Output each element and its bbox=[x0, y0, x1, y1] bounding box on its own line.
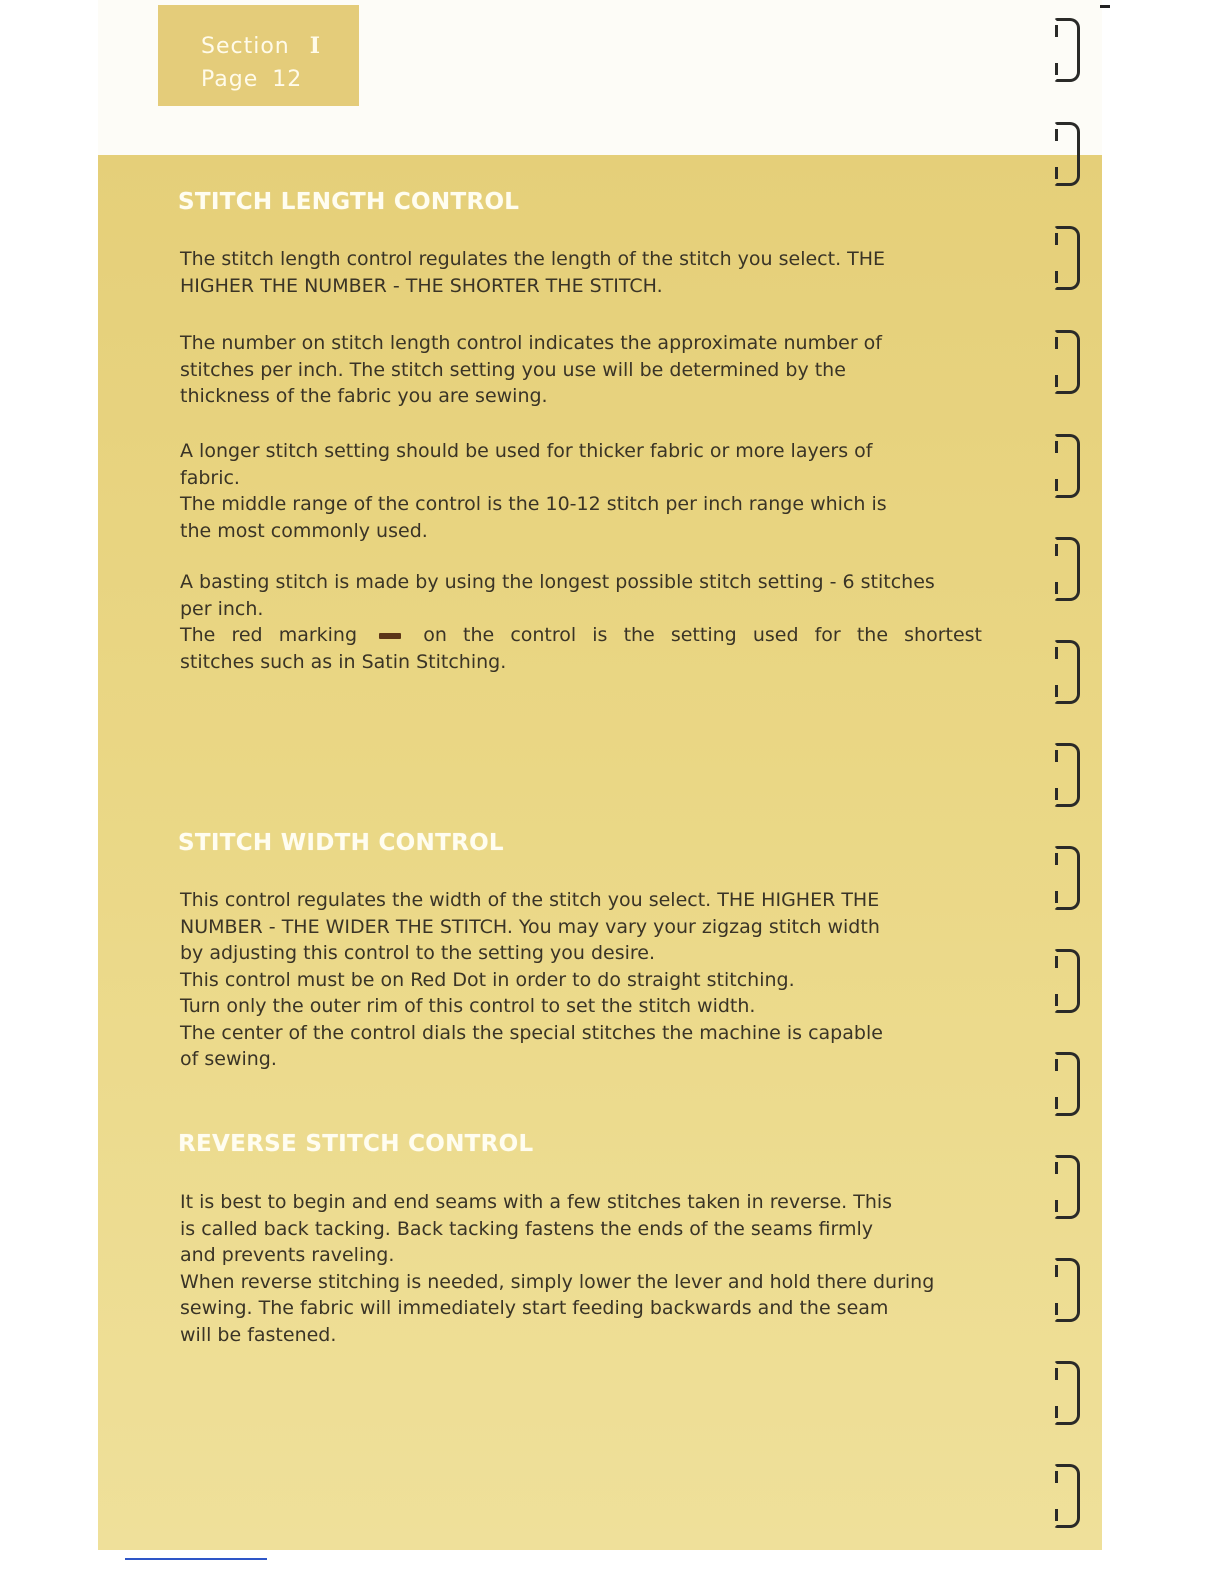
text-line: will be fastened. bbox=[180, 1323, 337, 1346]
red-marking-after: on the control is the setting used for the shortest bbox=[423, 624, 982, 646]
paragraph bbox=[180, 569, 982, 675]
text-line: thickness of the fabric you are sewing. bbox=[180, 385, 548, 407]
paragraph bbox=[180, 438, 982, 544]
text-line: per inch. bbox=[180, 597, 264, 620]
tab-section-number: I bbox=[309, 33, 322, 59]
text-line: sewing. The fabric will immediately start feeding backwards and the seam bbox=[180, 1297, 889, 1319]
tab-page-line bbox=[201, 67, 302, 92]
spiral-ring-icon bbox=[1054, 537, 1080, 601]
text-line: This control must be on Red Dot in order to do straight stitching. bbox=[180, 968, 795, 991]
spiral-ring-icon bbox=[1054, 743, 1080, 807]
tab-section-line bbox=[201, 33, 321, 59]
spiral-ring-icon bbox=[1054, 1155, 1080, 1219]
spiral-ring-icon bbox=[1054, 1464, 1080, 1528]
spiral-ring-icon bbox=[1054, 1361, 1080, 1425]
text-line: stitches per inch. The stitch setting you use will be determined by the bbox=[180, 358, 846, 381]
text-line: A basting stitch is made by using the longest possible stitch setting - 6 stitches bbox=[180, 571, 935, 593]
spiral-ring-icon bbox=[1054, 434, 1080, 498]
red-marking-before: The red marking bbox=[180, 624, 358, 646]
paragraph bbox=[180, 330, 982, 410]
text-line: The middle range of the control is the 10-12 stitch per inch range which is bbox=[180, 493, 887, 515]
bottom-rule bbox=[125, 1558, 267, 1560]
text-line: and prevents raveling. bbox=[180, 1244, 395, 1266]
heading-stitch-length: STITCH LENGTH CONTROL bbox=[178, 189, 520, 215]
text-line: A longer stitch setting should be used for thicker fabric or more layers of bbox=[180, 440, 873, 462]
spiral-binding bbox=[1046, 0, 1106, 1550]
tab-page-number: 12 bbox=[272, 67, 303, 92]
spiral-ring-icon bbox=[1054, 330, 1080, 394]
text-line: of sewing. bbox=[180, 1048, 277, 1070]
paragraph bbox=[180, 246, 982, 299]
text-line: by adjusting this control to the setting you desire. bbox=[180, 942, 655, 964]
tab-section-label: Section bbox=[201, 34, 290, 59]
spiral-ring-icon bbox=[1054, 122, 1080, 186]
text-line: The center of the control dials the special stitches the machine is capable bbox=[180, 1021, 883, 1044]
spiral-ring-icon bbox=[1054, 949, 1080, 1013]
text-line: The number on stitch length control indicates the approximate number of bbox=[180, 332, 882, 354]
tab-page-label: Page bbox=[201, 67, 259, 92]
paragraph bbox=[180, 887, 982, 1073]
text-line: It is best to begin and end seams with a few stitches taken in reverse. This bbox=[180, 1191, 893, 1213]
text-line: the most commonly used. bbox=[180, 519, 428, 542]
text-line: When reverse stitching is needed, simply lower the lever and hold there during bbox=[180, 1270, 935, 1293]
text-line: stitches such as in Satin Stitching. bbox=[180, 650, 507, 673]
red-marking-line bbox=[180, 622, 982, 649]
spiral-ring-icon bbox=[1054, 18, 1080, 82]
paragraph bbox=[180, 1189, 982, 1348]
text-line: The stitch length control regulates the length of the stitch you select. THE bbox=[180, 248, 886, 270]
spiral-ring-icon bbox=[1054, 1258, 1080, 1322]
spiral-ring-icon bbox=[1054, 1052, 1080, 1116]
spiral-ring-icon bbox=[1054, 226, 1080, 290]
corner-mark bbox=[1100, 5, 1110, 8]
text-line: NUMBER - THE WIDER THE STITCH. You may vary your zigzag stitch width bbox=[180, 915, 880, 938]
spiral-ring-icon bbox=[1054, 846, 1080, 910]
text-line: Turn only the outer rim of this control to set the stitch width. bbox=[180, 995, 756, 1017]
text-line: HIGHER THE NUMBER - THE SHORTER THE STITCH. bbox=[180, 274, 663, 297]
spiral-ring-icon bbox=[1054, 640, 1080, 704]
heading-stitch-width: STITCH WIDTH CONTROL bbox=[178, 830, 504, 856]
text-line: fabric. bbox=[180, 466, 240, 489]
red-marking-icon bbox=[379, 633, 401, 639]
text-line: is called back tacking. Back tacking fastens the ends of the seams firmly bbox=[180, 1217, 874, 1240]
section-tab bbox=[158, 5, 359, 106]
heading-reverse-stitch: REVERSE STITCH CONTROL bbox=[178, 1131, 534, 1157]
text-line: This control regulates the width of the stitch you select. THE HIGHER THE bbox=[180, 889, 880, 911]
